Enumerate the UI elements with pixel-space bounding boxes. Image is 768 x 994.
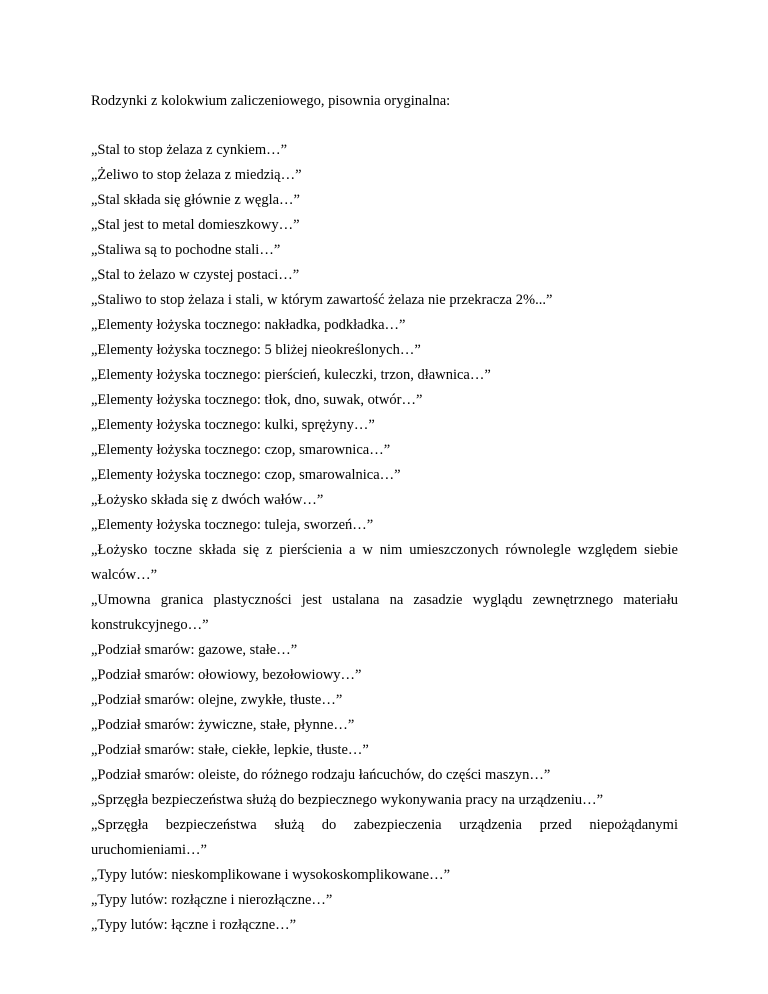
quote-item: „Sprzęgła bezpieczeństwa służą do bezpiecznego wykonywania pracy na urządzeniu…” xyxy=(91,792,604,808)
blank-line xyxy=(91,114,678,138)
quote-item: „Typy lutów: rozłączne i nierozłączne…” xyxy=(91,892,333,908)
quote-item: „Żeliwo to stop żelaza z miedzią…” xyxy=(91,167,302,183)
document-body xyxy=(91,89,678,938)
quote-item: „Podział smarów: ołowiowy, bezołowiowy…” xyxy=(91,667,362,683)
quote-item: „Staliwa są to pochodne stali…” xyxy=(91,242,281,258)
quote-item: „Podział smarów: stałe, ciekłe, lepkie, tłuste…” xyxy=(91,742,369,758)
quote-item: „Typy lutów: łączne i rozłączne…” xyxy=(91,917,297,933)
quote-item: „Elementy łożyska tocznego: czop, smarowalnica…” xyxy=(91,467,401,483)
quote-item: „Elementy łożyska tocznego: kulki, sprężyny…” xyxy=(91,417,375,433)
quote-item: „Staliwo to stop żelaza i stali, w którym zawartość żelaza nie przekracza 2%...” xyxy=(91,292,553,308)
quote-item: „Stal to stop żelaza z cynkiem…” xyxy=(91,142,288,158)
quote-item: „Elementy łożyska tocznego: tłok, dno, suwak, otwór…” xyxy=(91,392,423,408)
quote-item: „Podział smarów: olejne, zwykłe, tłuste…” xyxy=(91,692,343,708)
quote-item: „Elementy łożyska tocznego: 5 bliżej nieokreślonych…” xyxy=(91,342,421,358)
quote-item: „Umowna granica plastyczności jest ustalana na zasadzie wyglądu zewnętrznego materiału konstrukcyjnego…” xyxy=(91,592,678,633)
quote-item: „Podział smarów: gazowe, stałe…” xyxy=(91,642,298,658)
quote-item: „Sprzęgła bezpieczeństwa służą do zabezpieczenia urządzenia przed niepożądanymi uruchomieniami…” xyxy=(91,817,678,858)
quote-list xyxy=(91,138,678,938)
quote-item: „Elementy łożyska tocznego: tuleja, sworzeń…” xyxy=(91,517,374,533)
quote-item: „Elementy łożyska tocznego: nakładka, podkładka…” xyxy=(91,317,406,333)
quote-item: „Łożysko toczne składa się z pierścienia a w nim umieszczonych równolegle względem siebie walców…” xyxy=(91,542,678,583)
quote-item: „Stal składa się głównie z węgla…” xyxy=(91,192,300,208)
quote-item: „Elementy łożyska tocznego: pierścień, kuleczki, trzon, dławnica…” xyxy=(91,367,491,383)
quote-item: „Łożysko składa się z dwóch wałów…” xyxy=(91,492,324,508)
quote-item: „Podział smarów: oleiste, do różnego rodzaju łańcuchów, do części maszyn…” xyxy=(91,767,551,783)
document-heading: Rodzynki z kolokwium zaliczeniowego, pisownia oryginalna: xyxy=(91,93,451,109)
quote-item: „Stal jest to metal domieszkowy…” xyxy=(91,217,300,233)
quote-item: „Stal to żelazo w czystej postaci…” xyxy=(91,267,300,283)
quote-item: „Podział smarów: żywiczne, stałe, płynne…” xyxy=(91,717,355,733)
quote-item: „Typy lutów: nieskomplikowane i wysokoskomplikowane…” xyxy=(91,867,451,883)
quote-item: „Elementy łożyska tocznego: czop, smarownica…” xyxy=(91,442,391,458)
